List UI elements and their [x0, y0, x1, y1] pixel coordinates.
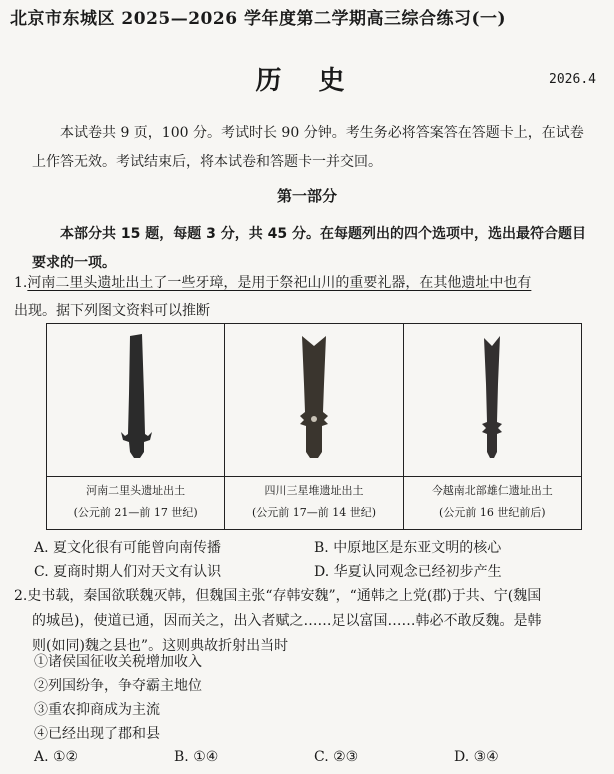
statement-4: ④已经出现了郡和县 [34, 726, 160, 742]
statement-2: ②列国纷争，争夺霸主地位 [34, 678, 202, 694]
option-b: B. ①④ [174, 749, 219, 765]
instructions: 本试卷共 9 页，100 分。考试时长 90 分钟。考生务必将答案答在答题卡上，在试卷上作答无效。考试结束后，将本试卷和答题卡一并交回。 [32, 125, 584, 170]
yazhang-image-erlitou [47, 324, 224, 477]
question-2-statements [34, 650, 202, 746]
figure-cell-erlitou [47, 324, 225, 529]
option-c: C. ②③ [314, 749, 359, 765]
option-a: A. 夏文化很有可能曾向南传播 [34, 540, 222, 556]
yazhang-image-sanxingdui [225, 324, 402, 477]
yazhang-blade-icon [300, 336, 328, 458]
question-number: 2. [14, 588, 28, 604]
figure-caption: 今越南北部雄仁遗址出土 (公元前 16 世纪前后) [431, 484, 553, 519]
question-1-underlined-text: 河南二里头遗址出土了一些牙璋，是用于祭祀山川的重要礼器，在其他遗址中也有 [27, 275, 532, 291]
question-number: 1. [14, 275, 28, 291]
question-1-options [34, 536, 594, 584]
question-2-stem: 2.史书载，秦国欲联魏灭韩，但魏国主张“存韩安魏”，“通韩之上党(郡)于共、宁(魏国 的城邑)，使道已通，因而关之，出入者赋之……足以富国……韩必不敢反魏。是韩 则(如同)魏之县也”。这则典故折射出当时 [14, 588, 542, 654]
question-2-options [34, 745, 594, 769]
statement-1: ①诸侯国征收关税增加收入 [34, 654, 202, 670]
figure-cell-vietnam [404, 324, 581, 529]
question-1-stem [14, 269, 596, 325]
exam-title: 北京市东城区 2025—2026 学年度第二学期高三综合练习(一) [10, 9, 507, 29]
option-d: D. 华夏认同观念已经初步产生 [314, 564, 502, 580]
artifact-figure-table [46, 323, 582, 530]
question-1-text: 出现。据下列图文资料可以推断 [14, 303, 210, 319]
figure-cell-sanxingdui [225, 324, 403, 529]
option-b: B. 中原地区是东亚文明的核心 [314, 540, 502, 556]
option-d: D. ③④ [454, 749, 499, 765]
subject-title: 历 史 [255, 66, 359, 96]
figure-caption: 河南二里头遗址出土 (公元前 21—前 17 世纪) [73, 484, 198, 519]
part-heading: 第一部分 [276, 187, 337, 205]
yazhang-blade-icon [121, 334, 152, 458]
statement-3: ③重农抑商成为主流 [34, 702, 160, 718]
yazhang-blade-icon [482, 336, 502, 458]
option-c: C. 夏商时期人们对天文有认识 [34, 564, 222, 580]
part-description: 本部分共 15 题，每题 3 分，共 45 分。在每题列出的四个选项中，选出最符合题目要求的一项。 [32, 226, 586, 271]
exam-date: 2026.4 [549, 72, 596, 87]
figure-caption: 四川三星堆遗址出土 (公元前 17—前 14 世纪) [251, 484, 377, 519]
yazhang-image-vietnam [404, 324, 581, 477]
option-a: A. ①② [34, 749, 79, 765]
